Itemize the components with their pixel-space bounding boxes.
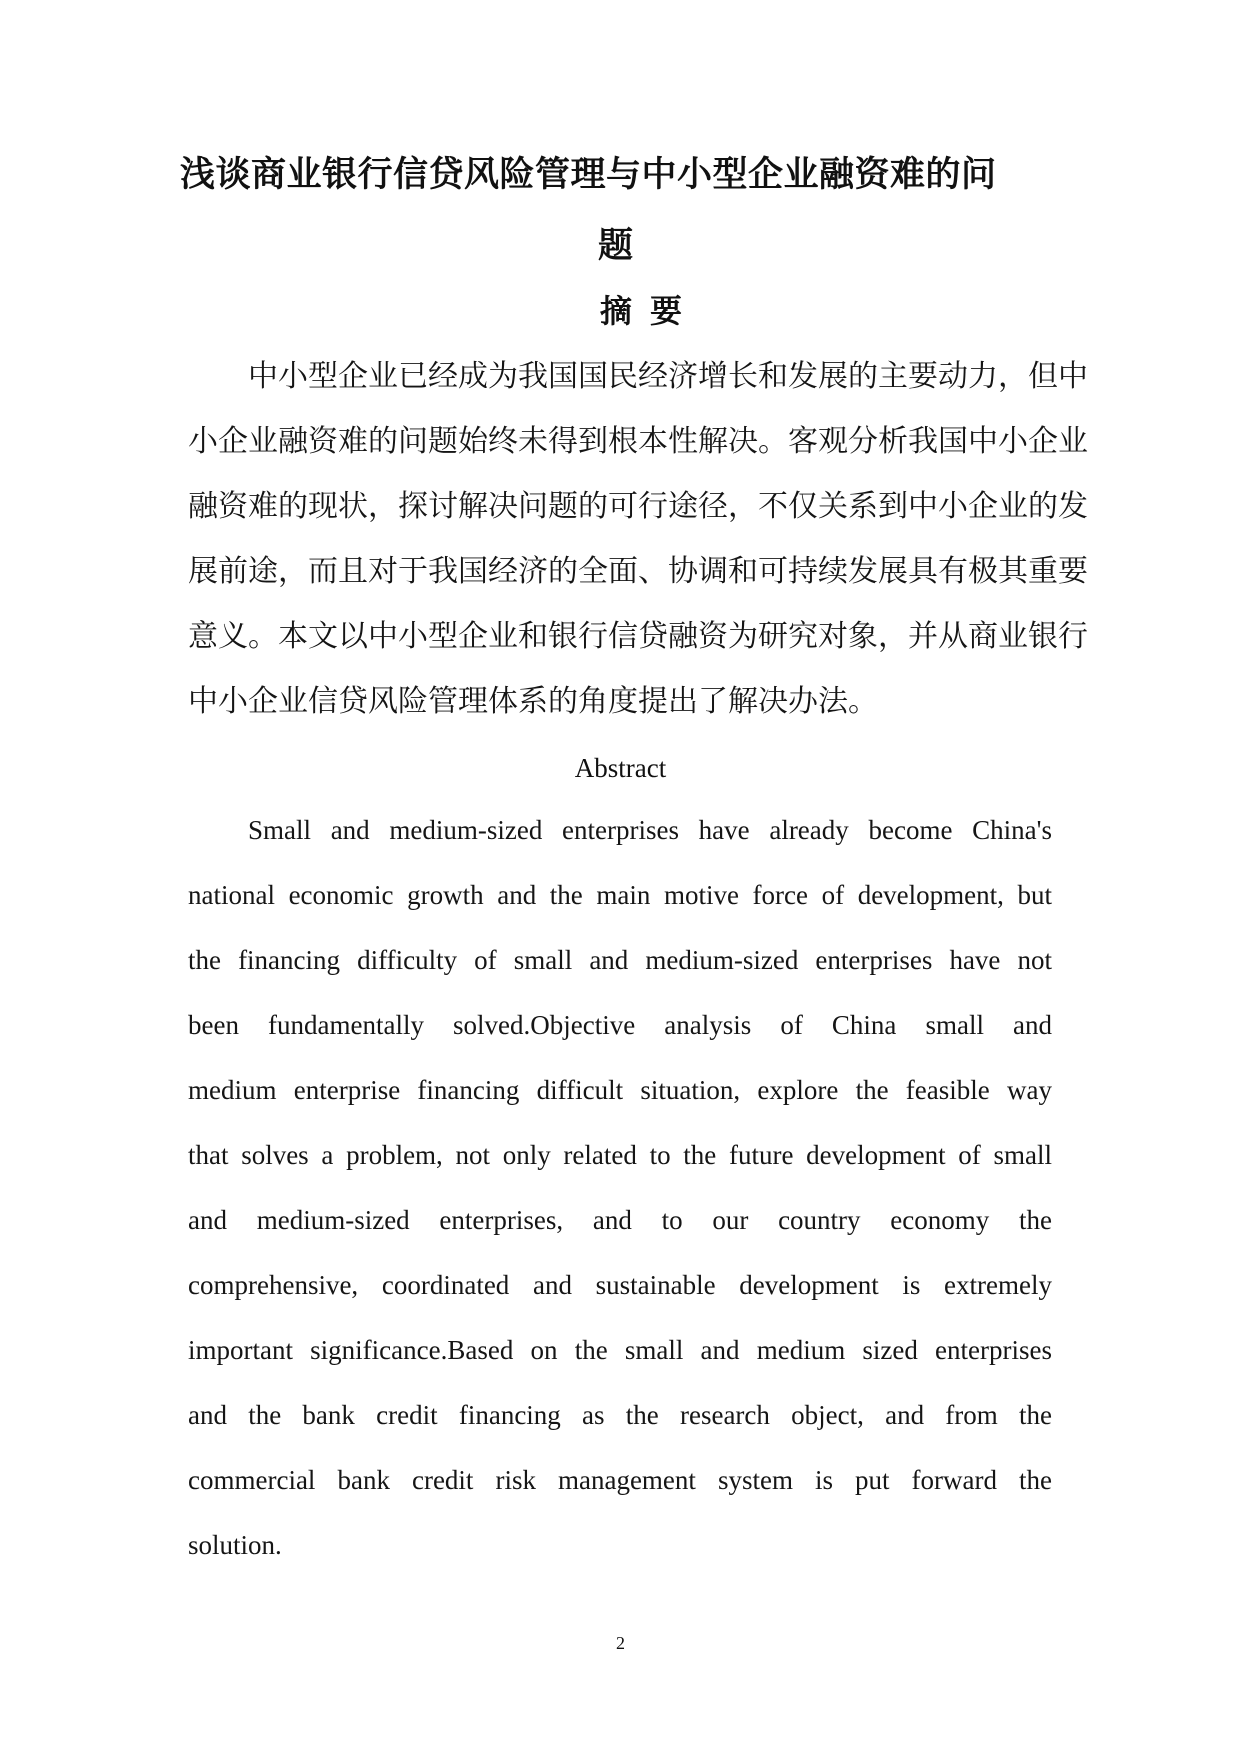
english-abstract-line: solution.	[188, 1530, 282, 1560]
page-number: 2	[616, 1633, 625, 1653]
english-abstract-line: national economic growth and the main motive force of development, but	[188, 880, 1052, 910]
chinese-abstract-line: 意义。本文以中小型企业和银行信贷融资为研究对象，并从商业银行	[188, 619, 1088, 654]
chinese-abstract-line: 中小型企业已经成为我国国民经济增长和发展的主要动力，但中	[248, 359, 1088, 394]
chinese-abstract-line: 中小企业信贷风险管理体系的角度提出了解决办法。	[188, 684, 878, 719]
english-abstract-line: Small and medium-sized enterprises have already become China's	[248, 815, 1052, 845]
english-abstract-heading: Abstract	[574, 753, 667, 783]
english-abstract-line: and medium-sized enterprises, and to our country economy the	[188, 1205, 1052, 1235]
english-abstract-line: medium enterprise financing difficult situation, explore the feasible way	[188, 1075, 1052, 1105]
english-abstract-line: that solves a problem, not only related to the future development of small	[188, 1140, 1052, 1170]
english-abstract-line: commercial bank credit risk management system is put forward the	[188, 1465, 1052, 1495]
english-abstract-line: and the bank credit financing as the research object, and from the	[188, 1400, 1052, 1430]
english-abstract-line: been fundamentally solved.Objective analysis of China small and	[188, 1010, 1052, 1040]
chinese-abstract-line: 融资难的现状，探讨解决问题的可行途径，不仅关系到中小企业的发	[188, 489, 1088, 524]
english-abstract-line: the financing difficulty of small and medium-sized enterprises have not	[188, 945, 1052, 975]
english-abstract-line: important significance.Based on the small and medium sized enterprises	[188, 1335, 1052, 1365]
chinese-abstract-line: 展前途，而且对于我国经济的全面、协调和可持续发展具有极其重要	[188, 554, 1088, 589]
document-title: 浅谈商业银行信贷风险管理与中小型企业融资难的问	[180, 155, 997, 195]
chinese-abstract-heading: 摘要	[600, 292, 701, 330]
chinese-abstract-line: 小企业融资难的问题始终未得到根本性解决。客观分析我国中小企业	[188, 424, 1088, 459]
document-title-continuation: 题	[598, 226, 634, 266]
english-abstract-line: comprehensive, coordinated and sustainable development is extremely	[188, 1270, 1052, 1300]
